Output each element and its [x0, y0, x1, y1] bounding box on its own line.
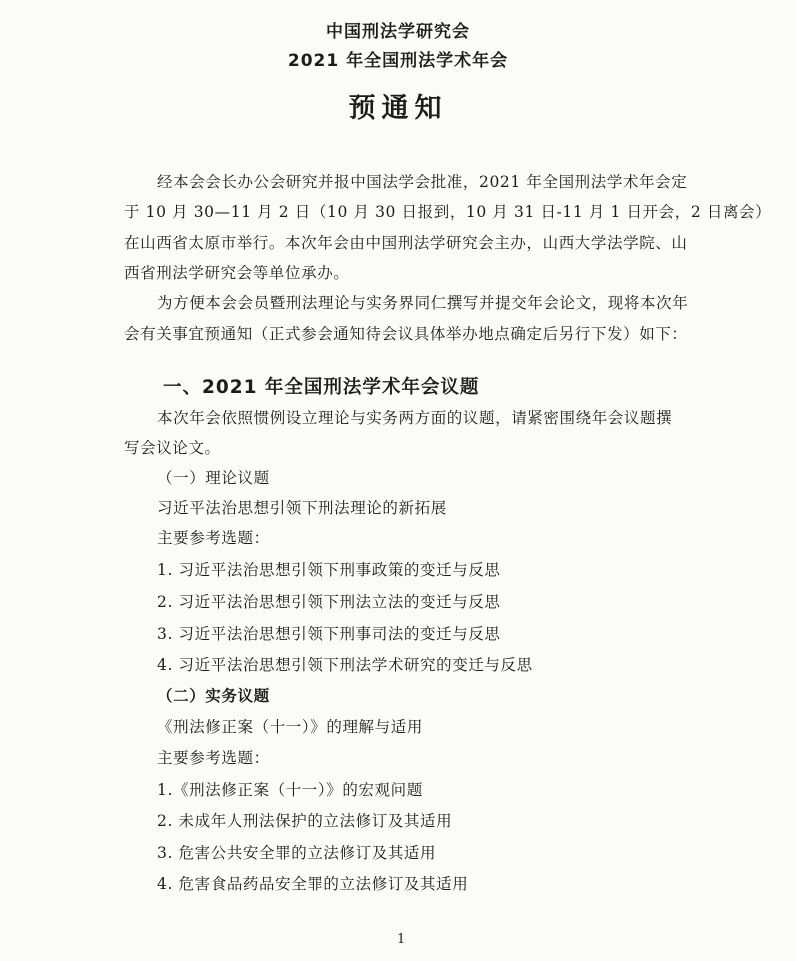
theory-ref-label: 主要参考选题：: [157, 529, 270, 547]
theory-topic: 习近平法治思想引领下刑法理论的新拓展: [157, 499, 447, 517]
theory-item-3: 3. 习近平法治思想引领下刑事司法的变迁与反思: [157, 625, 501, 643]
practice-item-2: 2. 未成年人刑法保护的立法修订及其适用: [157, 812, 453, 830]
practice-topic: 《刑法修正案（十一）》的理解与适用: [157, 718, 423, 736]
intro-p1-line-3: 在山西省太原市举行。本次年会由中国刑法学研究会主办，山西大学法学院、山: [124, 234, 688, 252]
page-title: 预通知: [348, 93, 448, 124]
org-name: 中国刑法学研究会: [326, 22, 470, 42]
practice-label: （二）实务议题: [157, 686, 270, 705]
intro-p2-line-2: 会有关事宜预通知（正式参会通知待会议具体举办地点确定后另行下发）如下：: [124, 325, 688, 343]
practice-item-4: 4. 危害食品药品安全罪的立法修订及其适用: [157, 875, 469, 893]
intro-p2-line-1: 为方便本会会员暨刑法理论与实务界同仁撰写并提交年会论文，现将本次年: [157, 294, 689, 312]
section-desc-line-2: 写会议论文。: [124, 439, 221, 457]
page-number: 1: [397, 932, 406, 947]
section-desc-line-1: 本次年会依照惯例设立理论与实务两方面的议题，请紧密围绕年会议题撰: [157, 409, 673, 427]
event-name: 2021 年全国刑法学术年会: [287, 51, 509, 71]
section-heading: 一、2021 年全国刑法学术年会议题: [163, 377, 480, 398]
intro-p1-line-2: 于 10 月 30—11 月 2 日（10 月 30 日报到，10 月 31 日-11 月 1 日开会，2 日离会）: [124, 203, 772, 221]
practice-item-1: 1.《刑法修正案（十一）》的宏观问题: [157, 781, 423, 799]
theory-item-2: 2. 习近平法治思想引领下刑法立法的变迁与反思: [157, 593, 501, 611]
theory-item-1: 1. 习近平法治思想引领下刑事政策的变迁与反思: [157, 561, 501, 579]
intro-p1-line-1: 经本会会长办公会研究并报中国法学会批准，2021 年全国刑法学术年会定: [157, 173, 688, 191]
theory-item-4: 4. 习近平法治思想引领下刑法学术研究的变迁与反思: [157, 656, 533, 674]
theory-label: （一）理论议题: [157, 469, 270, 487]
intro-p1-line-4: 西省刑法学研究会等单位承办。: [124, 264, 350, 282]
practice-ref-label: 主要参考选题：: [157, 749, 270, 767]
practice-item-3: 3. 危害公共安全罪的立法修订及其适用: [157, 844, 437, 862]
